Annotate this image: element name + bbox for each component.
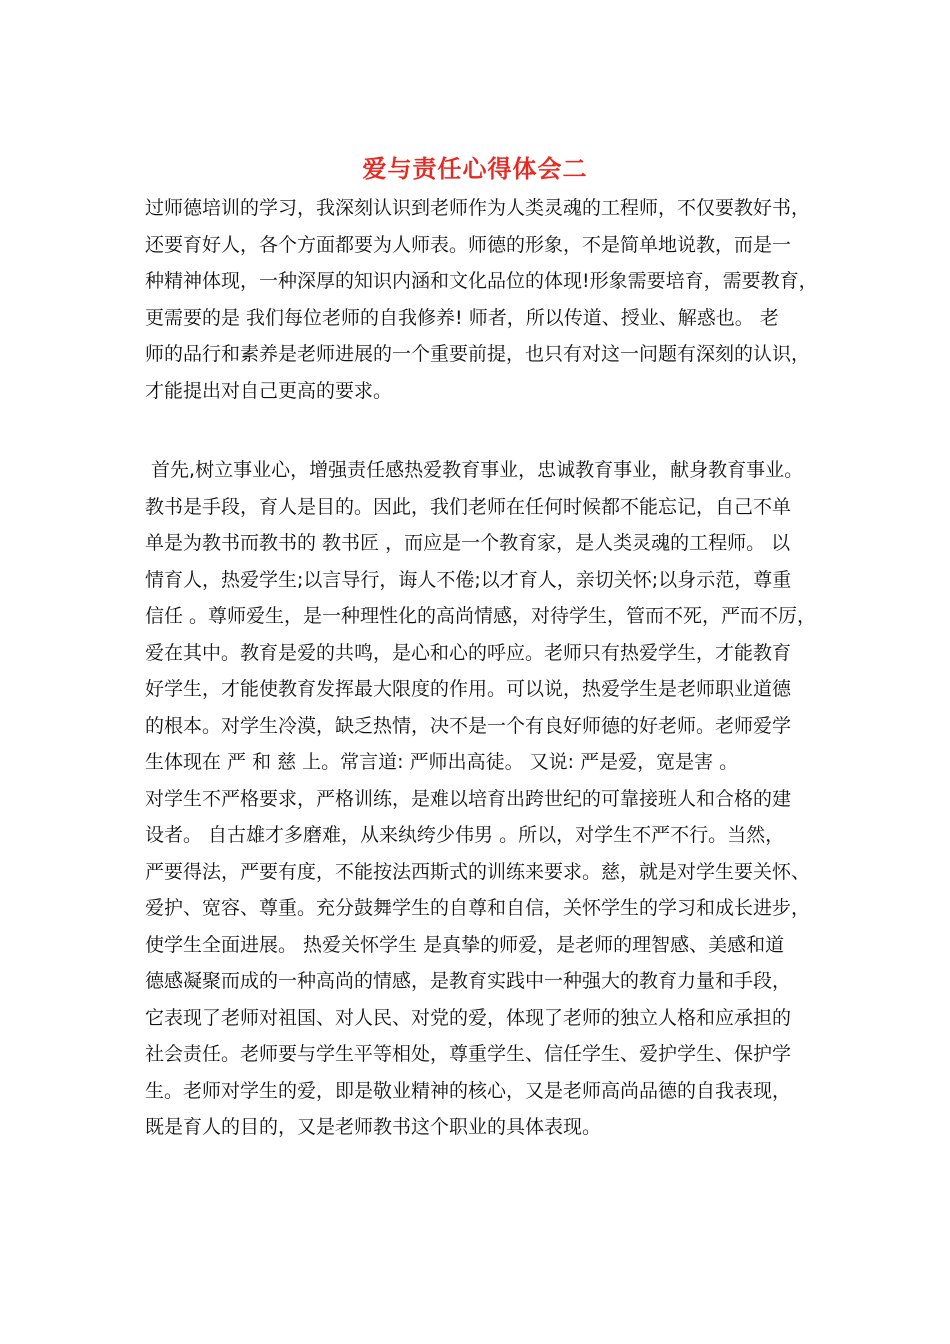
text-line: 种精神体现，一种深厚的知识内涵和文化品位的体现!形象需要培育，需要教育， [145,270,818,292]
text-line: 德感凝聚而成的一种高尚的情感，是教育实践中一种强大的教育力量和手段， [145,970,792,992]
paragraph-intro [145,190,825,409]
text-line: 它表现了老师对祖国、对人民、对党的爱，体现了老师的独立人格和应承担的 [145,1006,792,1029]
text-line: 爱在其中。教育是爱的共鸣，是心和心的呼应。老师只有热爱学生，才能教育 [145,641,792,664]
text-line: 单是为教书而教书的 教书匠 ，而应是一个教育家，是人类灵魂的工程师。 以 [145,532,791,554]
text-line: 首先,树立事业心，增强责任感热爱教育事业，忠诚教育事业，献身教育事业。 [145,459,804,481]
text-line: 的根本。对学生冷漠，缺乏热情，决不是一个有良好师德的好老师。老师爱学 [145,714,792,737]
text-line: 设者。 自古雄才多磨难，从来纨绔少伟男 。所以，对学生不严不行。当然， [145,824,785,846]
text-line: 好学生，才能使教育发挥最大限度的作用。可以说，热爱学生是老师职业道德 [145,678,792,700]
text-line: 社会责任。老师要与学生平等相处，尊重学生、信任学生、爱护学生、保护学 [145,1043,792,1065]
text-line: 既是育人的目的，又是老师教书这个职业的具体表现。 [145,1116,602,1138]
text-line: 生体现在 严 和 慈 上。常言道: 严师出高徒。 又说: 严是爱，宽是害 。 [145,751,739,773]
text-line: 对学生不严格要求，严格训练，是难以培育出跨世纪的可靠接班人和合格的建 [145,787,792,810]
text-line: 使学生全面进展。 热爱关怀学生 是真挚的师爱，是老师的理智感、美感和道 [145,933,785,956]
text-line: 过师德培训的学习，我深刻认识到老师作为人类灵魂的工程师，不仅要教好书， [145,197,811,219]
text-line: 生。老师对学生的爱，即是敬业精神的核心，又是老师高尚品德的自我表现， [145,1079,792,1102]
text-line: 师的品行和素养是老师进展的一个重要前提，也只有对这一问题有深刻的认识， [145,343,811,365]
text-line: 教书是手段，育人是目的。因此，我们老师在任何时候都不能忘记，自己不单 [145,495,792,518]
document-title: 爱与责任心得体会二 [362,155,588,183]
text-line: 还要育好人，各个方面都要为人师表。师德的形象，不是简单地说教，而是一 [145,233,792,256]
text-line: 爱护、宽容、尊重。充分鼓舞学生的自尊和自信，关怀学生的学习和成长进步， [145,897,811,919]
text-line: 信任 。尊师爱生，是一种理性化的高尚情感，对待学生，管而不死，严而不厉， [145,605,817,627]
paragraph-body [145,452,825,1146]
text-line: 更需要的是 我们每位老师的自我修养! 师者，所以传道、授业、解惑也。 老 [145,306,779,329]
text-line: 才能提出对自己更高的要求。 [145,379,393,402]
text-line: 情育人，热爱学生;以言导行，诲人不倦;以才育人，亲切关怀;以身示范，尊重 [145,568,792,591]
text-line: 严要得法，严要有度，不能按法西斯式的训练来要求。慈，就是对学生要关怀、 [145,860,811,883]
